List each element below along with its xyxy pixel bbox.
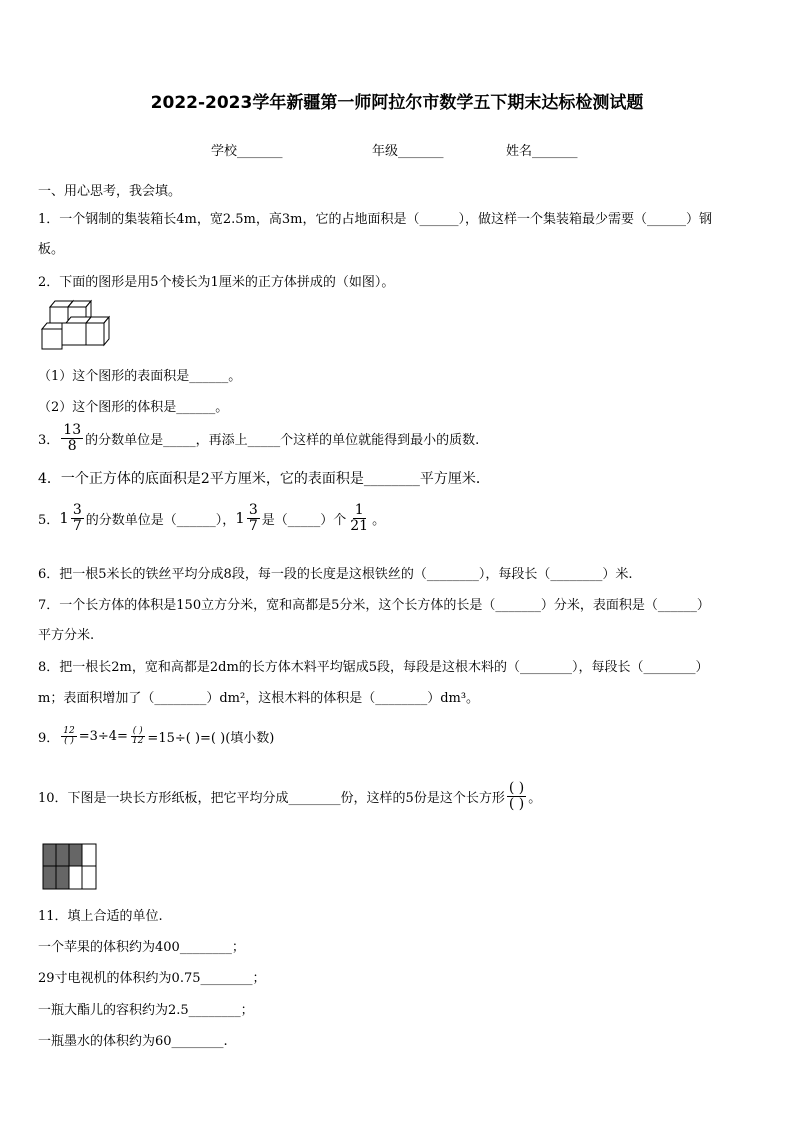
question-8-line-1: 8．把一根长2m，宽和高都是2dm的长方体木料平均锯成5段，每段是这根木料的（________），每段长（________） — [38, 660, 709, 675]
question-5-text-2: 是（_____）个 — [261, 512, 347, 528]
question-11-line-1: 一个苹果的体积约为400________； — [38, 940, 245, 955]
question-11-line-4: 一瓶墨水的体积约为60________. — [38, 1034, 228, 1049]
question-2: 2．下面的图形是用5个棱长为1厘米的正方体拼成的（如图）。 — [38, 275, 395, 290]
fraction-3-7 — [247, 503, 260, 533]
cube-figure — [38, 297, 118, 353]
whole-part: 1 — [235, 509, 245, 528]
fraction-denominator: 7 — [248, 517, 258, 534]
question-3-text: 的分数单位是_____，再添上_____个这样的单位就能得到最小的质数. — [85, 432, 480, 448]
question-10-end: 。 — [528, 790, 542, 806]
question-9-text-1: =3÷4= — [78, 729, 128, 745]
question-2-part-1: （1）这个图形的表面积是______。 — [38, 369, 242, 384]
fraction-3-7 — [71, 503, 84, 533]
question-3 — [38, 423, 479, 453]
name-field: 姓名_______ — [506, 144, 578, 159]
fraction-13-8 — [61, 423, 83, 453]
fraction-blank-blank — [507, 781, 526, 811]
mixed-number-2 — [235, 503, 261, 533]
fraction-denominator: 21 — [350, 517, 369, 534]
mixed-number-1 — [59, 503, 85, 533]
page-title: 2022-2023学年新疆第一师阿拉尔市数学五下期末达标检测试题 — [150, 93, 644, 113]
fraction-numerator: 3 — [72, 502, 82, 518]
question-7-line-1: 7．一个长方体的体积是150立方分米，宽和高都是5分米，这个长方体的长是（_______）分米，表面积是（______） — [38, 598, 710, 613]
fraction-denominator: 7 — [72, 517, 82, 534]
question-5-text-1: 的分数单位是（______）， — [85, 512, 236, 528]
fraction-1-21 — [348, 503, 370, 533]
question-2-part-2: （2）这个图形的体积是______。 — [38, 400, 229, 415]
question-9-number: 9． — [38, 731, 60, 747]
question-11-line-3: 一瓶大酯儿的容积约为2.5________； — [38, 1003, 254, 1018]
fraction-denominator: ( ) — [508, 795, 525, 812]
question-6: 6．把一根5米长的铁丝平均分成8段，每一段的长度是这根铁丝的（________），每段长（________）米. — [38, 567, 633, 582]
question-9-text-2: =15÷( )=( )(填小数) — [147, 731, 275, 747]
whole-part: 1 — [59, 509, 69, 528]
question-10 — [38, 781, 541, 811]
fraction-denominator: 12 — [131, 736, 144, 747]
fraction-12-blank — [61, 727, 76, 747]
question-5-end: 。 — [372, 512, 386, 528]
section-heading: 一、用心思考，我会填。 — [38, 184, 182, 199]
question-7-line-2: 平方分米. — [38, 628, 95, 643]
question-8-line-2: m；表面积增加了（________）dm²，这根木料的体积是（________）dm³。 — [38, 691, 480, 706]
fraction-denominator: ( ) — [64, 736, 74, 747]
question-11-line-2: 29寸电视机的体积约为0.75________； — [38, 971, 266, 986]
question-1-line-1: 1．一个钢制的集装箱长4m，宽2.5m，高3m，它的占地面积是（______），做这样一个集装箱最少需要（______）钢 — [38, 212, 712, 227]
question-9 — [38, 727, 274, 747]
question-5-number: 5． — [38, 512, 60, 528]
school-field: 学校_______ — [211, 144, 283, 159]
fraction-numerator: 3 — [248, 502, 258, 518]
fraction-numerator: ( ) — [508, 780, 525, 796]
question-10-text: 10．下图是一块长方形纸板，把它平均分成________份，这样的5份是这个长方形 — [38, 790, 505, 806]
question-3-number: 3． — [38, 432, 60, 448]
fraction-denominator: 8 — [67, 437, 77, 454]
question-5 — [38, 503, 385, 533]
rectangle-grid-figure — [42, 843, 98, 891]
fraction-numerator: 1 — [354, 502, 364, 518]
question-1-line-2: 板。 — [38, 242, 65, 257]
grade-field: 年级_______ — [372, 144, 444, 159]
fraction-numerator: 12 — [63, 726, 75, 736]
question-11-title: 11．填上合适的单位. — [38, 909, 163, 924]
fraction-numerator: 13 — [63, 422, 82, 438]
fraction-numerator: ( ) — [132, 726, 143, 736]
question-4: 4．一个正方体的底面积是2平方厘米，它的表面积是________平方厘米． — [38, 471, 490, 487]
fraction-blank-12 — [130, 727, 145, 747]
